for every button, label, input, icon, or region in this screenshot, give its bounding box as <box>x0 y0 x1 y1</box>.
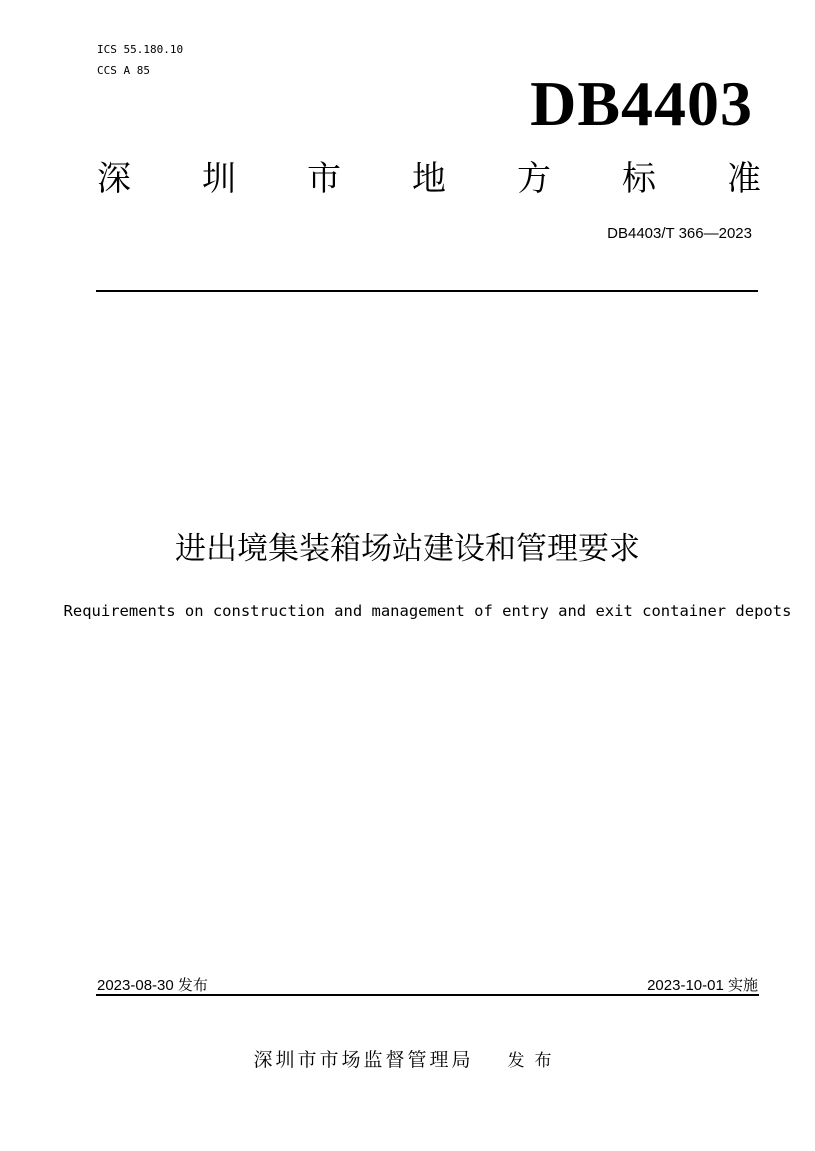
standard-category <box>97 157 761 201</box>
standard-code: DB4403 <box>530 68 753 139</box>
footer-divider <box>96 994 759 996</box>
standard-number: DB4403/T 366—2023 <box>607 225 752 242</box>
category-char: 圳 <box>202 159 236 199</box>
document-title-en: Requirements on construction and management of entry and exit container depots <box>63 602 792 620</box>
issuer-name: 深圳市市场监督管理局 <box>253 1049 474 1071</box>
header-divider <box>96 290 758 292</box>
category-char: 方 <box>517 159 551 199</box>
category-char: 地 <box>412 159 446 199</box>
category-char: 标 <box>622 159 656 199</box>
document-title-zh: 进出境集装箱场站建设和管理要求 <box>175 531 640 567</box>
category-char: 市 <box>307 159 341 199</box>
category-char: 深 <box>97 159 131 199</box>
ccs-code: CCS A 85 <box>97 64 150 77</box>
ics-code: ICS 55.180.10 <box>97 43 184 56</box>
category-char: 准 <box>727 159 761 199</box>
issuer-action: 发布 <box>507 1051 562 1071</box>
effective-date: 2023-10-01 实施 <box>647 977 758 994</box>
publish-date: 2023-08-30 发布 <box>97 977 208 994</box>
issuer-line <box>0 1046 815 1075</box>
